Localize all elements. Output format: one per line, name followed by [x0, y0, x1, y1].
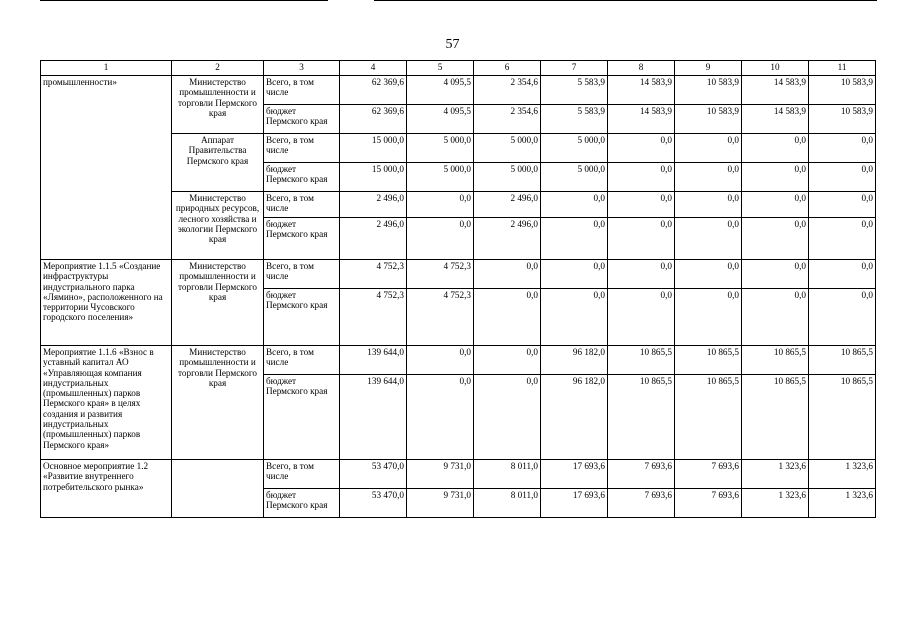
value-cell: 4 752,3 — [407, 289, 474, 346]
source-cell: Всего, в том числе — [264, 346, 340, 375]
value-cell: 0,0 — [474, 260, 541, 289]
value-cell: 0,0 — [474, 346, 541, 375]
value-cell: 10 583,9 — [675, 76, 742, 105]
value-cell: 0,0 — [675, 218, 742, 260]
value-cell: 10 865,5 — [608, 375, 675, 460]
value-cell: 0,0 — [742, 192, 809, 218]
value-cell: 10 583,9 — [809, 105, 876, 134]
value-cell: 0,0 — [608, 289, 675, 346]
value-cell: 2 496,0 — [340, 192, 407, 218]
page-number: 57 — [445, 37, 460, 52]
value-cell: 17 693,6 — [541, 489, 608, 518]
value-cell: 2 496,0 — [474, 192, 541, 218]
value-cell: 5 000,0 — [541, 163, 608, 192]
measure-cell: промышленности» — [41, 76, 172, 260]
source-cell: бюджет Пермского края — [264, 163, 340, 192]
header-cell: 2 — [172, 61, 264, 76]
header-cell: 3 — [264, 61, 340, 76]
value-cell: 5 583,9 — [541, 76, 608, 105]
value-cell: 5 000,0 — [407, 134, 474, 163]
source-cell: Всего, в том числе — [264, 134, 340, 163]
value-cell: 15 000,0 — [340, 134, 407, 163]
value-cell: 0,0 — [809, 192, 876, 218]
value-cell: 0,0 — [541, 192, 608, 218]
measure-cell: Мероприятие 1.1.6 «Взнос в уставный капитал АО «Управляющая компания индустриальных (промышленных) парков Пермского края» в целях создания и развития индустриальных (промышленных) парков Пермского края» — [41, 346, 172, 460]
value-cell: 14 583,9 — [742, 105, 809, 134]
measure-cell: Основное мероприятие 1.2 «Развитие внутреннего потребительского рынка» — [41, 460, 172, 518]
value-cell: 0,0 — [742, 289, 809, 346]
top-rule-right — [374, 0, 877, 1]
value-cell: 17 693,6 — [541, 460, 608, 489]
value-cell: 2 496,0 — [340, 218, 407, 260]
value-cell: 5 000,0 — [541, 134, 608, 163]
value-cell: 0,0 — [675, 163, 742, 192]
value-cell: 0,0 — [407, 218, 474, 260]
value-cell: 96 182,0 — [541, 375, 608, 460]
value-cell: 0,0 — [809, 134, 876, 163]
value-cell: 5 583,9 — [541, 105, 608, 134]
value-cell: 0,0 — [608, 192, 675, 218]
value-cell: 5 000,0 — [474, 163, 541, 192]
executor-cell: Аппарат Правительства Пермского края — [172, 134, 264, 192]
header-cell: 11 — [809, 61, 876, 76]
value-cell: 0,0 — [541, 289, 608, 346]
value-cell: 1 323,6 — [809, 460, 876, 489]
value-cell: 4 095,5 — [407, 76, 474, 105]
header-cell: 10 — [742, 61, 809, 76]
value-cell: 10 865,5 — [608, 346, 675, 375]
table-row — [41, 260, 876, 289]
value-cell: 1 323,6 — [742, 489, 809, 518]
value-cell: 0,0 — [608, 260, 675, 289]
source-cell: бюджет Пермского края — [264, 489, 340, 518]
value-cell: 0,0 — [407, 375, 474, 460]
value-cell: 0,0 — [608, 218, 675, 260]
executor-cell: Министерство промышленности и торговли Пермского края — [172, 346, 264, 460]
value-cell: 8 011,0 — [474, 489, 541, 518]
source-cell: Всего, в том числе — [264, 76, 340, 105]
value-cell: 0,0 — [541, 260, 608, 289]
executor-cell — [172, 460, 264, 518]
value-cell: 0,0 — [675, 134, 742, 163]
value-cell: 7 693,6 — [675, 460, 742, 489]
table-row — [41, 460, 876, 489]
source-cell: бюджет Пермского края — [264, 105, 340, 134]
value-cell: 14 583,9 — [742, 76, 809, 105]
value-cell: 0,0 — [608, 163, 675, 192]
header-cell: 4 — [340, 61, 407, 76]
value-cell: 10 865,5 — [742, 346, 809, 375]
value-cell: 0,0 — [474, 375, 541, 460]
executor-cell: Министерство природных ресурсов, лесного хозяйства и экологии Пермского края — [172, 192, 264, 260]
value-cell: 0,0 — [809, 260, 876, 289]
header-cell: 9 — [675, 61, 742, 76]
value-cell: 10 865,5 — [675, 346, 742, 375]
value-cell: 0,0 — [608, 134, 675, 163]
value-cell: 0,0 — [742, 218, 809, 260]
value-cell: 2 354,6 — [474, 76, 541, 105]
header-row — [41, 61, 876, 76]
value-cell: 62 369,6 — [340, 105, 407, 134]
source-cell: бюджет Пермского края — [264, 375, 340, 460]
value-cell: 5 000,0 — [474, 134, 541, 163]
value-cell: 10 865,5 — [675, 375, 742, 460]
value-cell: 10 865,5 — [809, 346, 876, 375]
value-cell: 15 000,0 — [340, 163, 407, 192]
table-row — [41, 346, 876, 375]
executor-cell: Министерство промышленности и торговли Пермского края — [172, 76, 264, 134]
value-cell: 53 470,0 — [340, 489, 407, 518]
value-cell: 2 496,0 — [474, 218, 541, 260]
value-cell: 0,0 — [407, 192, 474, 218]
value-cell: 0,0 — [742, 260, 809, 289]
value-cell: 4 752,3 — [340, 289, 407, 346]
table-row — [41, 76, 876, 105]
value-cell: 0,0 — [742, 134, 809, 163]
budget-table — [40, 60, 876, 518]
source-cell: Всего, в том числе — [264, 192, 340, 218]
value-cell: 9 731,0 — [407, 489, 474, 518]
value-cell: 4 752,3 — [407, 260, 474, 289]
header-cell: 7 — [541, 61, 608, 76]
value-cell: 14 583,9 — [608, 76, 675, 105]
value-cell: 0,0 — [809, 289, 876, 346]
value-cell: 10 583,9 — [809, 76, 876, 105]
header-cell: 6 — [474, 61, 541, 76]
source-cell: Всего, в том числе — [264, 460, 340, 489]
value-cell: 1 323,6 — [809, 489, 876, 518]
source-cell: бюджет Пермского края — [264, 289, 340, 346]
value-cell: 4 752,3 — [340, 260, 407, 289]
value-cell: 9 731,0 — [407, 460, 474, 489]
value-cell: 7 693,6 — [608, 460, 675, 489]
top-rule-left — [40, 0, 328, 1]
source-cell: Всего, в том числе — [264, 260, 340, 289]
value-cell: 10 583,9 — [675, 105, 742, 134]
value-cell: 96 182,0 — [541, 346, 608, 375]
value-cell: 0,0 — [675, 192, 742, 218]
value-cell: 2 354,6 — [474, 105, 541, 134]
value-cell: 7 693,6 — [675, 489, 742, 518]
value-cell: 5 000,0 — [407, 163, 474, 192]
value-cell: 62 369,6 — [340, 76, 407, 105]
value-cell: 139 644,0 — [340, 375, 407, 460]
value-cell: 7 693,6 — [608, 489, 675, 518]
value-cell: 0,0 — [742, 163, 809, 192]
value-cell: 0,0 — [407, 346, 474, 375]
executor-cell: Министерство промышленности и торговли Пермского края — [172, 260, 264, 346]
value-cell: 0,0 — [541, 218, 608, 260]
value-cell: 139 644,0 — [340, 346, 407, 375]
value-cell: 14 583,9 — [608, 105, 675, 134]
value-cell: 53 470,0 — [340, 460, 407, 489]
value-cell: 0,0 — [675, 289, 742, 346]
measure-cell: Мероприятие 1.1.5 «Создание инфраструктуры индустриального парка «Лямино», расположенного на территории Чусовского городского поселения» — [41, 260, 172, 346]
value-cell: 0,0 — [474, 289, 541, 346]
value-cell: 0,0 — [675, 260, 742, 289]
value-cell: 8 011,0 — [474, 460, 541, 489]
value-cell: 10 865,5 — [809, 375, 876, 460]
value-cell: 10 865,5 — [742, 375, 809, 460]
source-cell: бюджет Пермского края — [264, 218, 340, 260]
value-cell: 0,0 — [809, 163, 876, 192]
header-cell: 8 — [608, 61, 675, 76]
value-cell: 1 323,6 — [742, 460, 809, 489]
header-cell: 5 — [407, 61, 474, 76]
value-cell: 0,0 — [809, 218, 876, 260]
header-cell: 1 — [41, 61, 172, 76]
value-cell: 4 095,5 — [407, 105, 474, 134]
